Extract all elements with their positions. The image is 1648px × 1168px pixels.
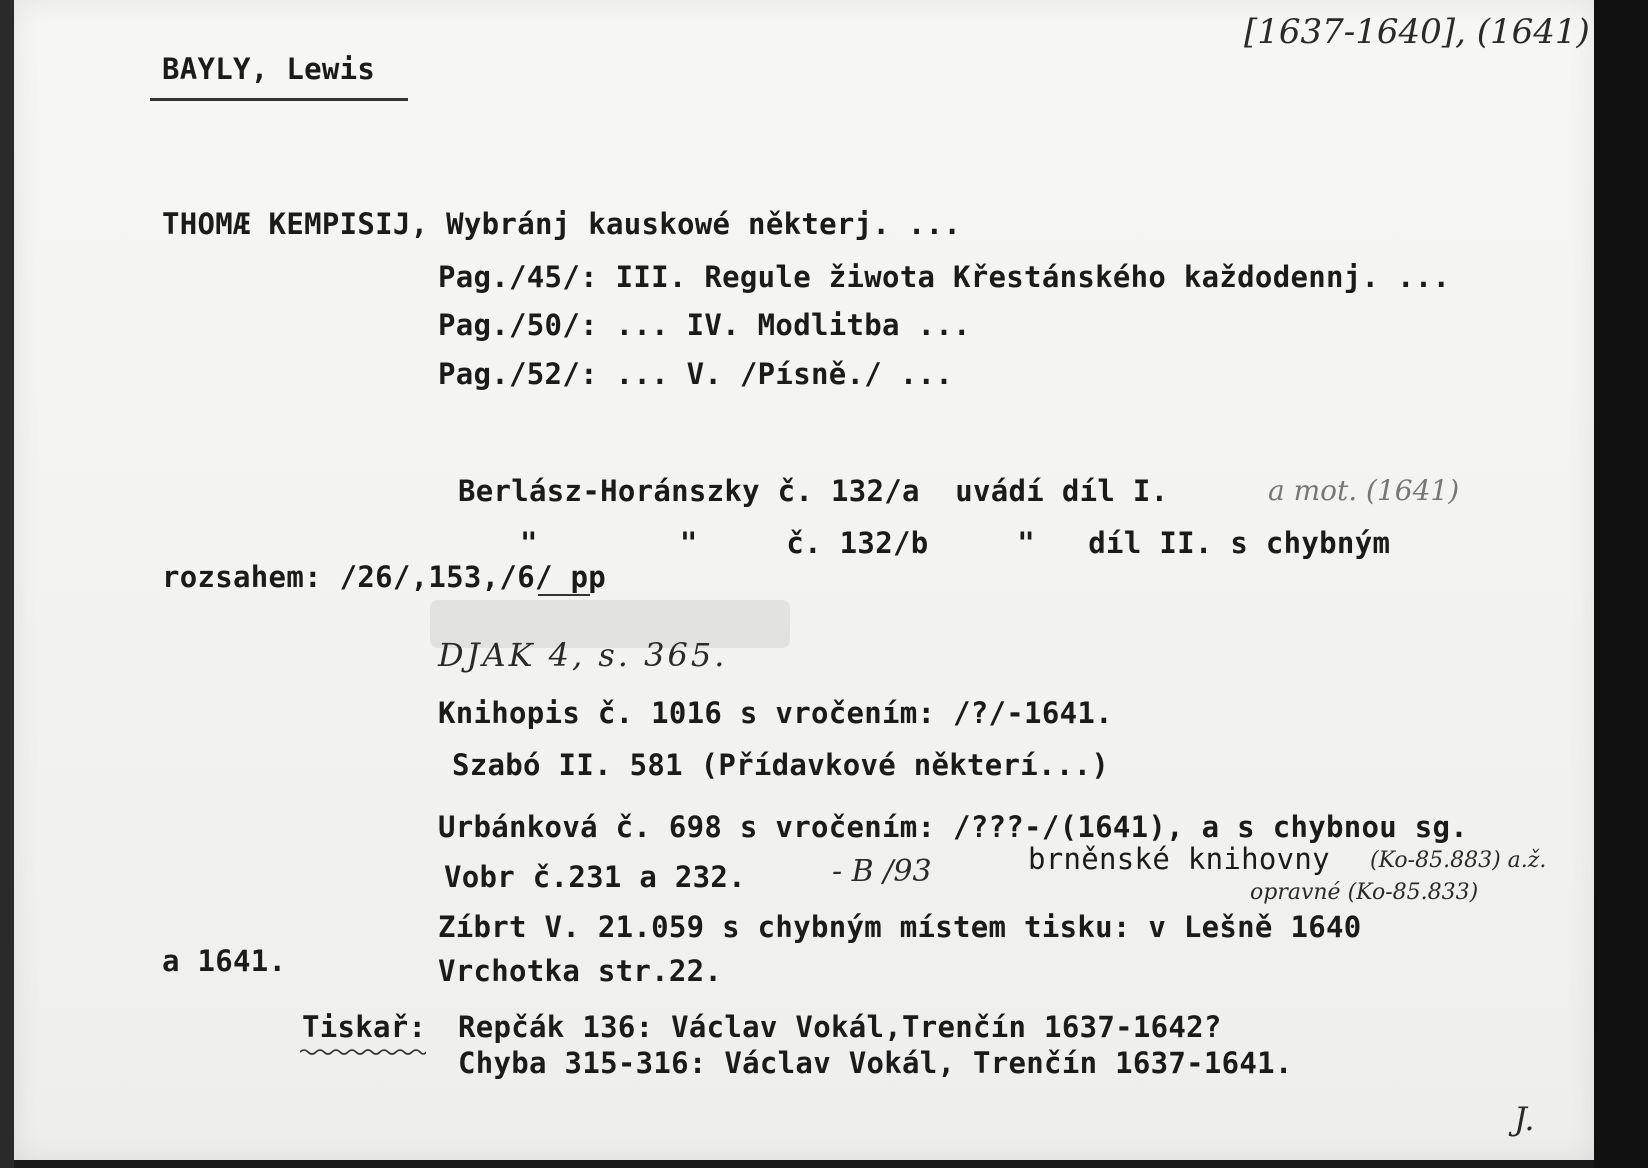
reference-urbankova: Urbánková č. 698 s vročením: /???-/(1641), a s chybnou sg. [438, 810, 1469, 844]
scan-left-edge [0, 0, 14, 1168]
berlasz-pencil-note: a mot. (1641) [1268, 474, 1460, 507]
berlasz-line-2: " " č. 132/b " díl II. s chybným [520, 526, 1391, 560]
date-note: [1637-1640], (1641) [1244, 12, 1590, 52]
contents-line-3: Pag./52/: ... V. /Písně./ ... [438, 357, 954, 391]
printer-line-1: Repčák 136: Václav Vokál,Trenčín 1637-1642? [458, 1010, 1222, 1044]
printer-wavy-underline [300, 1048, 426, 1056]
printer-label: Tiskař: [302, 1010, 427, 1044]
berlasz-line-3: rozsahem: /26/,153,/6/ pp [162, 560, 606, 594]
djak-note: DJAK 4, s. 365. [438, 636, 728, 674]
cataloger-initials: J. [1514, 1100, 1535, 1138]
extent-underline [538, 594, 590, 596]
contents-line-1: Pag./45/: III. Regule žiwota Křestánského každodennj. ... [438, 260, 1451, 294]
berlasz-line-1: Berlász-Horánszky č. 132/a uvádí díl I. [458, 474, 1169, 508]
reference-vobr: Vobr č.231 a 232. [444, 860, 746, 894]
brno-library-line: brněnské knihovny [1028, 842, 1330, 876]
zibrt-continuation: a 1641. [162, 944, 287, 978]
reference-knihopis: Knihopis č. 1016 s vročením: /?/-1641. [438, 696, 1113, 730]
vobr-note: - B /93 [832, 854, 932, 889]
title-line: THOMÆ KEMPISIJ, Wybránj kauskowé některj. ... [162, 207, 962, 241]
contents-line-2: Pag./50/: ... IV. Modlitba ... [438, 308, 971, 342]
reference-zibrt: Zíbrt V. 21.059 s chybným místem tisku: v Lešně 1640 [438, 910, 1362, 944]
printer-line-2: Chyba 315-316: Václav Vokál, Trenčín 1637-1641. [458, 1046, 1293, 1080]
scan-right-edge [1594, 0, 1648, 1168]
author-heading: BAYLY, Lewis [162, 52, 376, 86]
brno-note-1: (Ko-85.883) a.ž. [1370, 848, 1547, 873]
brno-note-2: opravné (Ko-85.833) [1250, 880, 1479, 905]
reference-vrchotka: Vrchotka str.22. [438, 954, 723, 988]
reference-szabo: Szabó II. 581 (Přídavkové některí...) [452, 748, 1110, 782]
author-underline [150, 98, 408, 101]
